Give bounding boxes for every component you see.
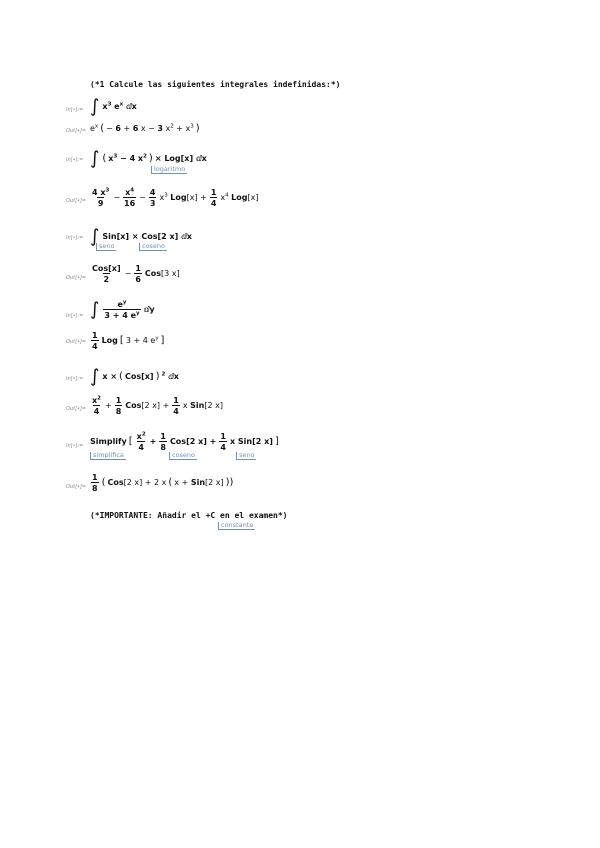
- input-cell-1[interactable]: ∫ $x^3$ $e^x$ ⅆx: [90, 96, 137, 117]
- input-cell-5[interactable]: ∫ x × ( Cos[x] ) $^2$ ⅆx: [90, 366, 179, 387]
- note-comment: (*IMPORTANTE: Añadir el +C en el examen*): [90, 511, 288, 520]
- output-cell-1: $e^x$ ( − 6 + 6 x − 3 $x^2 + x^3$ ): [90, 123, 200, 134]
- hint-logaritmo[interactable]: logaritmo: [151, 166, 187, 174]
- hint-constante[interactable]: constante: [218, 522, 255, 530]
- output-cell-4: $\frac{1}{4}$ Log [ 3 + 4 $e^y$ ]: [92, 331, 165, 351]
- input-cell-4[interactable]: ∫ $\frac{e^y}{3 + 4 e^y}$ ⅆy: [90, 299, 155, 320]
- hint-simplifica[interactable]: simplifica: [90, 452, 126, 460]
- input-cell-2[interactable]: ∫ ( $x^3 - 4$ $x^2$ ) × Log[x] ⅆx: [90, 148, 207, 169]
- output-label: Out[•]=: [66, 198, 87, 204]
- title-comment: (*1 Calcule las siguientes integrales indefinidas:*): [90, 80, 341, 89]
- output-label: Out[•]=: [66, 128, 87, 134]
- hint-coseno[interactable]: coseno: [169, 452, 197, 460]
- input-label: In[•]:=: [66, 235, 84, 241]
- hint-seno[interactable]: seno: [96, 243, 116, 251]
- output-cell-5: $\frac{x^2}{4}$ + $\frac{1}{8}$ Cos[2 x] + $\frac{1}{4}$ x Sin[2 x]: [92, 395, 223, 416]
- input-label: In[•]:=: [66, 157, 84, 163]
- input-label: In[•]:=: [66, 376, 84, 382]
- input-cell-3[interactable]: ∫ Sin[x] × Cos[2 x] ⅆx: [90, 226, 192, 247]
- input-cell-6[interactable]: Simplify [ $\frac{x^2}{4}$ + $\frac{1}{8}$ Cos[2 x] + $\frac{1}{4}$ x Sin[2 x] ]: [90, 431, 279, 452]
- output-label: Out[•]=: [66, 275, 87, 281]
- output-label: Out[•]=: [66, 484, 87, 490]
- output-cell-2: $\frac{4 x^3}{9}$ − $\frac{x^4}{16}$ − $\frac{4}{3}$ $x^3$ Log[x] + $\frac{1}{4}$ $x^4$ Log[x]: [92, 187, 259, 208]
- input-label: In[•]:=: [66, 443, 84, 449]
- output-cell-3: $\frac{\text{Cos[x]}}{2}$ − $\frac{1}{6}$ Cos[3 x]: [92, 264, 180, 284]
- output-label: Out[•]=: [66, 339, 87, 345]
- hint-seno[interactable]: seno: [236, 452, 256, 460]
- output-cell-6: $\frac{1}{8}$ ( Cos[2 x] + 2 x ( x + Sin[2 x] )): [92, 473, 234, 493]
- input-label: In[•]:=: [66, 313, 84, 319]
- hint-coseno[interactable]: coseno: [139, 243, 167, 251]
- input-label: In[•]:=: [66, 107, 84, 113]
- output-label: Out[•]=: [66, 406, 87, 412]
